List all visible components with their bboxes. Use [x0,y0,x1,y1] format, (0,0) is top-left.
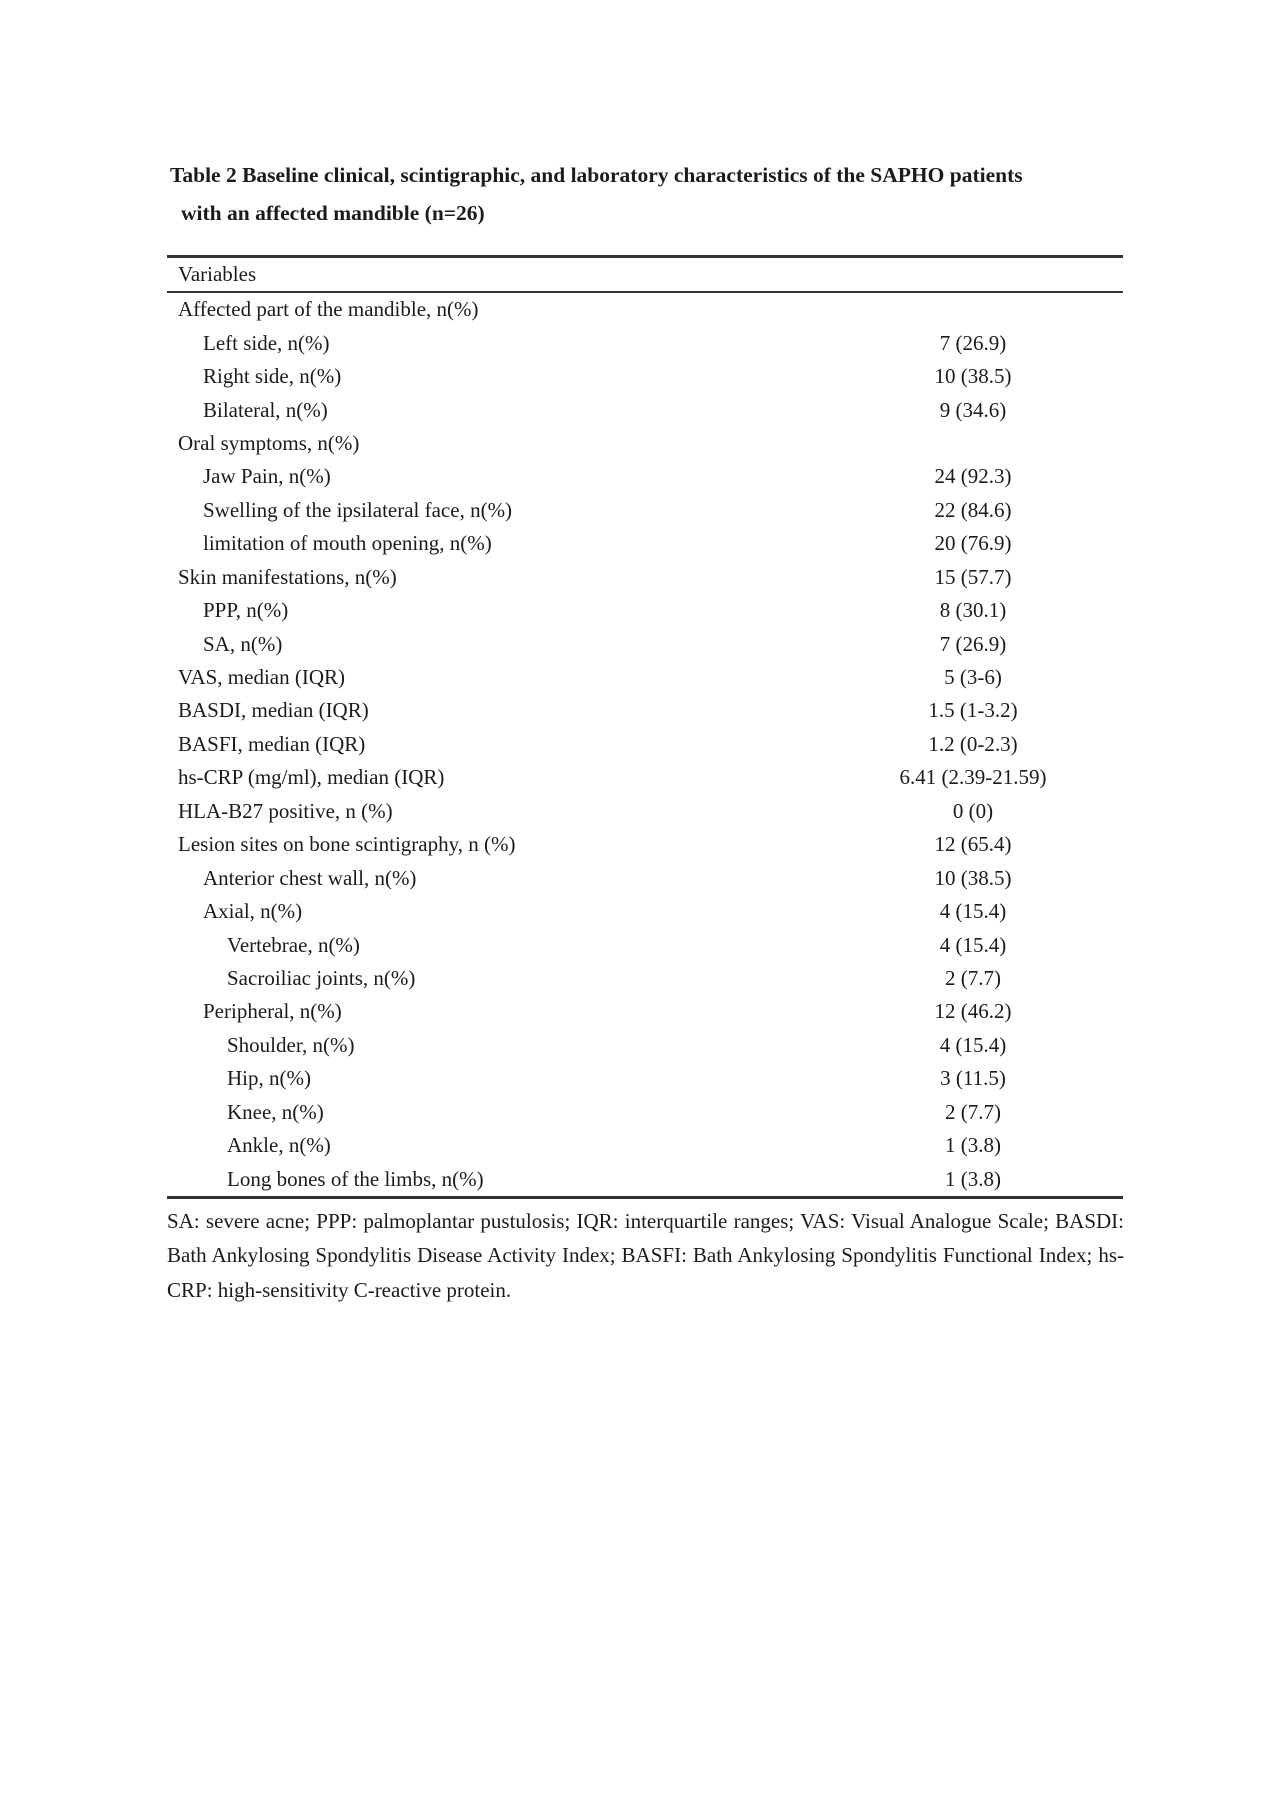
row-label: HLA-B27 positive, n (%) [178,798,393,823]
row-value: 10 (38.5) [934,865,1012,890]
row-value: 12 (65.4) [934,832,1012,857]
table-row [167,761,1123,794]
baseline-characteristics-table [167,255,1123,1199]
table-row [167,661,1123,694]
table-row [167,828,1123,861]
table-row [167,995,1123,1028]
table-row [167,1096,1123,1129]
row-value: 7 (26.9) [939,330,1007,355]
row-label: Hip, n(%) [227,1066,311,1091]
table-row [167,293,1123,326]
row-label: Axial, n(%) [203,899,303,924]
row-value: 4 (15.4) [939,1032,1007,1057]
table-row [167,1162,1123,1195]
row-label: Shoulder, n(%) [227,1032,355,1057]
table-title-line1: Table 2 Baseline clinical, scintigraphic, and laboratory characteristics of the SAPHO patients [170,163,1023,187]
row-value: 10 (38.5) [934,364,1012,389]
row-label: Long bones of the limbs, n(%) [227,1166,484,1191]
row-value: 20 (76.9) [934,531,1012,556]
row-label: Bilateral, n(%) [203,397,328,422]
row-label: Skin manifestations, n(%) [178,564,397,589]
table-row [167,861,1123,894]
table-row [167,427,1123,460]
table-row [167,360,1123,393]
table-body [167,293,1123,1199]
row-label: Affected part of the mandible, n(%) [178,297,479,322]
table-row [167,494,1123,527]
table-row [167,694,1123,727]
row-label: SA, n(%) [203,631,283,656]
table-row [167,527,1123,560]
row-value: 9 (34.6) [939,397,1007,422]
table-row [167,895,1123,928]
row-label: Right side, n(%) [203,364,342,389]
table-row [167,460,1123,493]
row-label: limitation of mouth opening, n(%) [203,531,492,556]
table-row [167,326,1123,359]
row-label: Left side, n(%) [203,330,330,355]
row-value: 15 (57.7) [934,564,1012,589]
row-value: 2 (7.7) [945,965,1001,990]
row-value: 7 (26.9) [939,631,1007,656]
row-label: Oral symptoms, n(%) [178,430,360,455]
row-value: 4 (15.4) [939,932,1007,957]
row-label: Jaw Pain, n(%) [203,464,331,489]
table-title-line2: with an affected mandible (n=26) [181,201,485,225]
row-value: 5 (3-6) [944,665,1002,690]
row-label: Knee, n(%) [227,1099,324,1124]
table-row [167,561,1123,594]
row-value: 1 (3.8) [945,1133,1001,1158]
variables-column-header: Variables [178,262,257,286]
row-label: Peripheral, n(%) [203,999,342,1024]
row-value: 1.2 (0-2.3) [928,731,1018,756]
row-label: hs-CRP (mg/ml), median (IQR) [178,765,445,790]
row-label: Sacroiliac joints, n(%) [227,965,416,990]
row-label: Anterior chest wall, n(%) [203,865,417,890]
table-title [170,156,1135,232]
row-value: 12 (46.2) [934,999,1012,1024]
row-label: PPP, n(%) [203,598,289,623]
table-row [167,795,1123,828]
row-label: BASFI, median (IQR) [178,731,366,756]
row-label: BASDI, median (IQR) [178,698,369,723]
table-row [167,393,1123,426]
table-row [167,962,1123,995]
table-header-row [167,258,1123,293]
table-row [167,1062,1123,1095]
row-value: 8 (30.1) [939,598,1007,623]
table-row [167,728,1123,761]
table-row [167,594,1123,627]
table-row [167,928,1123,961]
row-value: 1 (3.8) [945,1166,1001,1191]
row-label: Ankle, n(%) [227,1133,331,1158]
row-value: 0 (0) [952,798,994,823]
row-value: 22 (84.6) [934,497,1012,522]
row-value: 6.41 (2.39-21.59) [899,765,1047,790]
row-label: VAS, median (IQR) [178,665,346,690]
row-value: 24 (92.3) [934,464,1012,489]
row-value: 1.5 (1-3.2) [928,698,1018,723]
row-label: Swelling of the ipsilateral face, n(%) [203,497,513,522]
row-value: 3 (11.5) [940,1066,1006,1091]
table-row [167,627,1123,660]
row-label: Vertebrae, n(%) [227,932,360,957]
table-footnote: SA: severe acne; PPP: palmoplantar pustulosis; IQR: interquartile ranges; VAS: Visual Analogue Scale; BASDI: Bath Ankylosing Spondylitis Disease Activity Index; BASFI: Bath Ankylosing Spondylitis Functional Index; hs-CRP: high-sensitivity C-reactive protein. [167,1209,1124,1302]
row-label: Lesion sites on bone scintigraphy, n (%) [178,832,516,857]
row-value: 4 (15.4) [939,899,1007,924]
table-row [167,1029,1123,1062]
table-row [167,1129,1123,1162]
row-value: 2 (7.7) [945,1099,1001,1124]
